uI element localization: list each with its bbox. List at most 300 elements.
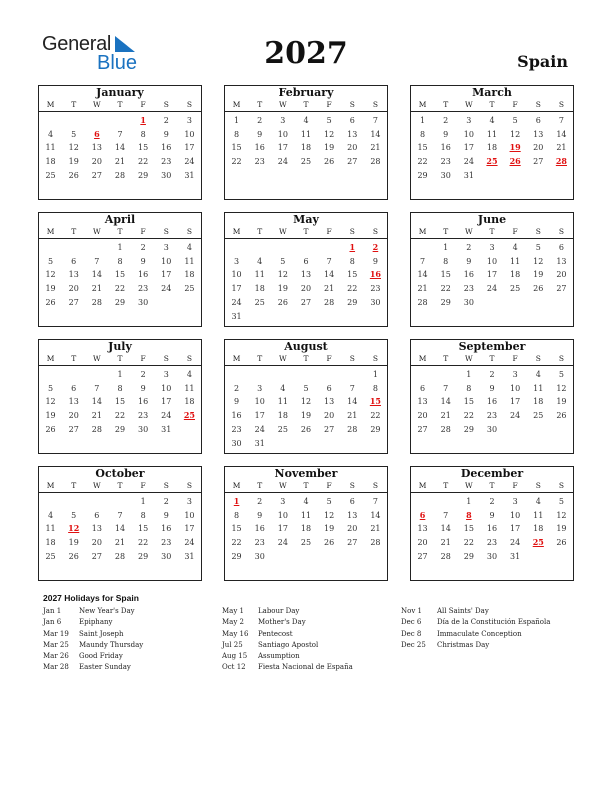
day-cell: 11: [45, 143, 56, 153]
weekday-label: W: [92, 481, 101, 490]
holiday-name: All Saints' Day: [437, 607, 489, 615]
day-cell: 2: [257, 497, 263, 506]
day-cell: 5: [558, 497, 564, 506]
empty-cell: [271, 368, 294, 382]
month-name: January: [96, 86, 144, 99]
day-cell: 21: [347, 411, 358, 421]
day-cell: 24: [510, 538, 521, 548]
day-cell: 4: [186, 243, 192, 252]
weekday-label: W: [278, 481, 287, 490]
day-grid: [411, 493, 573, 564]
day-cell: 16: [161, 524, 172, 534]
day-cell: 8: [372, 383, 378, 393]
day-cell: 28: [114, 170, 126, 180]
empty-cell: [248, 241, 271, 255]
weekday-label: T: [71, 100, 77, 109]
day-cell: 17: [161, 270, 172, 280]
day-cell: 31: [463, 170, 474, 180]
holiday-name: Easter Sunday: [79, 663, 131, 672]
weekday-label: F: [512, 100, 518, 109]
day-cell: 8: [140, 510, 146, 520]
day-grid: [225, 112, 387, 169]
day-cell: 9: [489, 510, 495, 520]
day-cell: 8: [443, 256, 449, 266]
day-cell: 8: [420, 129, 426, 139]
weekday-label: S: [558, 227, 564, 236]
day-cell: 3: [280, 497, 286, 506]
weekday-label: M: [418, 481, 427, 490]
weekday-label: T: [489, 100, 495, 109]
weekday-label: S: [535, 100, 541, 109]
day-cell: 20: [91, 538, 102, 548]
day-cell: 22: [463, 538, 474, 548]
weekday-label: S: [186, 227, 192, 236]
day-cell: 29: [138, 170, 149, 180]
day-cell: 3: [280, 116, 286, 125]
empty-cell: [248, 368, 271, 382]
day-cell: 21: [440, 411, 451, 421]
day-cell: 7: [443, 383, 449, 393]
day-cell: 22: [347, 284, 358, 294]
day-cell: 2: [489, 370, 495, 379]
weekday-label: W: [278, 354, 287, 363]
day-cell: 4: [257, 256, 263, 266]
day-cell: 18: [486, 143, 498, 153]
day-cell: 18: [184, 397, 195, 407]
day-cell: 24: [161, 411, 172, 421]
day-cell: 29: [440, 297, 451, 307]
empty-cell: [85, 114, 108, 128]
day-cell: 10: [510, 510, 521, 520]
day-cell: 5: [512, 116, 518, 125]
weekday-label: T: [443, 227, 449, 236]
day-cell: 29: [231, 551, 242, 561]
day-cell: 13: [417, 524, 428, 534]
day-cell: 4: [48, 129, 54, 139]
day-cell: 24: [277, 538, 288, 548]
day-cell: 10: [161, 256, 172, 266]
day-cell: 30: [486, 424, 498, 434]
day-cell: 8: [140, 129, 146, 139]
day-cell: 19: [324, 524, 335, 534]
holiday-column: [222, 606, 353, 674]
day-cell: 9: [443, 129, 449, 139]
day-cell: 11: [184, 256, 195, 266]
weekday-label: S: [163, 100, 169, 109]
weekday-label: S: [372, 481, 378, 490]
day-cell: 18: [45, 157, 56, 167]
weekday-label: F: [326, 481, 332, 490]
holiday-date: May 1: [222, 607, 244, 615]
holiday-day-cell: 26: [509, 156, 521, 167]
holiday-day-cell: 25: [486, 156, 498, 167]
day-cell: 23: [161, 157, 172, 167]
day-cell: 10: [463, 129, 474, 139]
day-cell: 15: [347, 270, 358, 280]
day-cell: 21: [91, 411, 102, 421]
day-cell: 14: [114, 143, 126, 153]
day-cell: 6: [349, 116, 355, 125]
day-grid: [411, 239, 573, 310]
day-cell: 7: [443, 510, 449, 520]
day-cell: 17: [510, 397, 521, 407]
holiday-day-cell: 8: [466, 509, 472, 520]
day-cell: 13: [347, 129, 358, 139]
day-cell: 8: [466, 383, 472, 393]
day-cell: 25: [300, 157, 312, 167]
day-cell: 1: [117, 370, 123, 379]
day-cell: 22: [138, 157, 149, 167]
holiday-row: [222, 651, 353, 662]
empty-cell: [85, 495, 108, 509]
day-cell: 28: [440, 424, 451, 434]
day-cell: 13: [324, 397, 335, 407]
day-cell: 20: [68, 411, 79, 421]
weekday-header: [39, 227, 201, 239]
day-cell: 28: [324, 297, 335, 307]
country-label: Spain: [517, 52, 568, 71]
day-cell: 20: [417, 411, 428, 421]
day-cell: 18: [300, 143, 312, 153]
weekday-label: T: [443, 481, 449, 490]
day-cell: 31: [184, 551, 195, 561]
day-cell: 23: [486, 411, 498, 421]
weekday-label: S: [535, 354, 541, 363]
day-cell: 10: [231, 270, 242, 280]
month-march: [410, 85, 574, 200]
day-cell: 26: [45, 424, 56, 434]
day-cell: 23: [370, 284, 381, 294]
day-cell: 24: [510, 411, 521, 421]
holiday-date: Jan 1: [43, 607, 62, 615]
day-cell: 3: [186, 116, 192, 125]
weekday-header: [411, 227, 573, 239]
holiday-column: [401, 606, 550, 651]
day-cell: 21: [440, 538, 451, 548]
day-cell: 14: [556, 129, 567, 139]
holiday-day-cell: 6: [94, 128, 100, 139]
holiday-name: Fiesta Nacional de España: [258, 663, 353, 672]
day-grid: [39, 493, 201, 564]
day-cell: 15: [114, 270, 126, 280]
day-cell: 20: [91, 157, 102, 167]
day-cell: 24: [184, 538, 195, 548]
day-cell: 6: [71, 256, 77, 266]
holiday-row: [222, 629, 353, 640]
day-cell: 14: [417, 270, 428, 280]
day-cell: 5: [558, 370, 564, 379]
day-cell: 1: [140, 497, 146, 506]
day-cell: 25: [510, 284, 521, 294]
day-cell: 28: [370, 157, 381, 167]
day-cell: 24: [277, 157, 288, 167]
day-cell: 2: [443, 116, 449, 125]
weekday-label: T: [117, 481, 123, 490]
day-cell: 27: [300, 297, 312, 307]
day-grid: [225, 366, 387, 450]
empty-cell: [411, 368, 434, 382]
day-cell: 24: [184, 157, 195, 167]
day-cell: 5: [280, 256, 286, 266]
holiday-date: Dec 6: [401, 618, 422, 627]
day-cell: 27: [556, 284, 567, 294]
weekday-label: F: [326, 100, 332, 109]
day-grid: [411, 366, 573, 437]
day-cell: 19: [45, 284, 56, 294]
day-cell: 16: [463, 270, 474, 280]
day-cell: 18: [254, 284, 265, 294]
day-cell: 10: [510, 383, 521, 393]
day-cell: 20: [347, 143, 358, 153]
day-cell: 23: [138, 284, 149, 294]
day-cell: 12: [277, 270, 288, 280]
day-cell: 17: [463, 143, 474, 153]
day-cell: 2: [140, 370, 146, 379]
day-cell: 3: [257, 383, 263, 393]
empty-cell: [225, 241, 248, 255]
month-name: July: [108, 340, 132, 353]
day-cell: 6: [349, 497, 355, 506]
weekday-label: F: [140, 481, 146, 490]
holiday-day-cell: 1: [349, 242, 356, 252]
month-name: June: [477, 213, 507, 226]
day-cell: 31: [510, 551, 521, 561]
holiday-date: Mar 26: [43, 652, 69, 661]
day-cell: 25: [533, 411, 544, 421]
day-cell: 1: [466, 370, 472, 379]
day-cell: 3: [512, 370, 518, 379]
weekday-label: W: [92, 227, 101, 236]
holiday-name: Día de la Constitución Española: [437, 618, 551, 627]
holiday-row: [43, 640, 143, 651]
day-cell: 2: [163, 497, 169, 506]
day-cell: 30: [463, 297, 474, 307]
day-cell: 6: [71, 383, 77, 393]
day-cell: 4: [512, 243, 518, 252]
day-cell: 5: [48, 256, 54, 266]
day-cell: 9: [163, 510, 169, 520]
weekday-label: T: [71, 227, 77, 236]
day-cell: 22: [138, 538, 149, 548]
day-cell: 19: [68, 538, 79, 548]
day-cell: 4: [489, 116, 495, 125]
holiday-row: [401, 640, 550, 651]
weekday-label: T: [257, 227, 263, 236]
day-cell: 19: [556, 397, 567, 407]
holiday-day-cell: 16: [369, 269, 381, 280]
holiday-date: Jul 25: [222, 640, 243, 649]
day-cell: 13: [556, 256, 567, 266]
day-cell: 24: [463, 157, 474, 167]
holiday-date: May 16: [222, 629, 249, 638]
holiday-day-cell: 12: [68, 523, 80, 534]
holiday-date: Jan 6: [43, 618, 62, 627]
day-cell: 24: [254, 424, 265, 434]
holiday-column: [43, 606, 143, 674]
day-cell: 21: [556, 143, 567, 153]
day-cell: 12: [510, 129, 521, 139]
day-cell: 6: [558, 243, 564, 252]
day-cell: 16: [231, 411, 242, 421]
empty-cell: [108, 114, 131, 128]
day-cell: 20: [417, 538, 428, 548]
day-cell: 12: [45, 397, 56, 407]
day-cell: 13: [300, 270, 312, 280]
month-name: November: [274, 467, 338, 480]
day-cell: 2: [257, 116, 263, 125]
weekday-label: M: [232, 481, 241, 490]
day-cell: 11: [254, 270, 265, 280]
day-cell: 10: [184, 129, 195, 139]
holiday-row: [43, 651, 143, 662]
day-cell: 22: [114, 411, 126, 421]
empty-cell: [271, 241, 294, 255]
day-cell: 25: [184, 284, 195, 294]
day-cell: 19: [68, 157, 79, 167]
day-cell: 16: [486, 397, 498, 407]
day-grid: [225, 239, 387, 323]
weekday-label: F: [140, 227, 146, 236]
holiday-day-cell: 15: [369, 396, 381, 407]
weekday-label: S: [349, 481, 355, 490]
logo-text-general: General: [42, 33, 112, 55]
weekday-label: W: [464, 481, 473, 490]
weekday-label: F: [512, 354, 518, 363]
holiday-name: Assumption: [258, 652, 300, 661]
holiday-day-cell: 25: [183, 410, 195, 421]
month-november: [224, 466, 388, 581]
day-cell: 15: [440, 270, 451, 280]
holiday-day-cell: 1: [233, 496, 240, 506]
month-name: August: [284, 340, 328, 353]
day-cell: 11: [45, 524, 56, 534]
day-cell: 4: [186, 370, 192, 379]
day-cell: 21: [370, 524, 381, 534]
weekday-header: [225, 227, 387, 239]
day-grid: [225, 493, 387, 564]
day-cell: 9: [489, 383, 495, 393]
day-cell: 13: [68, 270, 79, 280]
day-cell: 26: [324, 538, 335, 548]
day-cell: 17: [277, 524, 288, 534]
month-april: [38, 212, 202, 327]
day-cell: 10: [486, 256, 498, 266]
day-cell: 12: [556, 510, 567, 520]
day-cell: 7: [117, 510, 123, 520]
weekday-label: T: [117, 100, 123, 109]
day-cell: 7: [372, 116, 378, 125]
day-cell: 14: [370, 510, 381, 520]
day-cell: 18: [184, 270, 195, 280]
day-cell: 6: [303, 256, 309, 266]
month-january: [38, 85, 202, 200]
weekday-label: M: [46, 481, 55, 490]
holiday-row: [222, 640, 353, 651]
day-cell: 11: [300, 510, 312, 520]
day-cell: 7: [372, 497, 378, 506]
day-cell: 21: [114, 538, 126, 548]
empty-cell: [225, 368, 248, 382]
day-cell: 12: [324, 129, 335, 139]
day-cell: 15: [463, 524, 474, 534]
day-cell: 17: [161, 397, 172, 407]
day-cell: 30: [370, 297, 381, 307]
weekday-label: F: [326, 227, 332, 236]
holiday-name: Saint Joseph: [79, 629, 124, 638]
day-cell: 7: [117, 129, 123, 139]
day-cell: 1: [466, 497, 472, 506]
day-cell: 29: [114, 297, 126, 307]
weekday-label: T: [489, 481, 495, 490]
day-cell: 10: [277, 510, 288, 520]
weekday-label: F: [512, 227, 518, 236]
month-name: May: [293, 213, 319, 226]
day-cell: 30: [486, 551, 498, 561]
day-cell: 16: [161, 143, 172, 153]
day-cell: 13: [91, 143, 102, 153]
weekday-label: W: [92, 354, 101, 363]
month-december: [410, 466, 574, 581]
weekday-label: S: [372, 354, 378, 363]
day-cell: 27: [347, 538, 358, 548]
month-name: December: [460, 467, 524, 480]
weekday-label: W: [278, 227, 287, 236]
empty-cell: [108, 495, 131, 509]
empty-cell: [62, 241, 85, 255]
day-cell: 21: [324, 284, 335, 294]
weekday-label: T: [117, 227, 123, 236]
holidays-title: 2027 Holidays for Spain: [43, 593, 139, 603]
day-cell: 17: [184, 524, 195, 534]
month-may: [224, 212, 388, 327]
day-cell: 2: [466, 243, 472, 252]
holiday-date: Dec 8: [401, 629, 422, 638]
weekday-label: M: [232, 100, 241, 109]
day-cell: 31: [254, 438, 265, 448]
day-cell: 23: [254, 538, 265, 548]
day-cell: 23: [231, 424, 242, 434]
weekday-label: S: [349, 227, 355, 236]
weekday-label: S: [163, 354, 169, 363]
day-cell: 17: [277, 143, 288, 153]
day-cell: 13: [347, 510, 358, 520]
weekday-label: T: [443, 354, 449, 363]
weekday-label: S: [558, 100, 564, 109]
day-cell: 4: [535, 497, 541, 506]
day-cell: 22: [417, 157, 428, 167]
day-cell: 5: [303, 383, 309, 393]
month-name: March: [472, 86, 512, 99]
holiday-name: Maundy Thursday: [79, 640, 144, 649]
day-cell: 27: [68, 424, 79, 434]
day-cell: 12: [45, 270, 56, 280]
day-cell: 28: [370, 538, 381, 548]
holiday-date: Oct 12: [222, 663, 246, 672]
day-cell: 26: [68, 551, 79, 561]
holiday-date: Dec 25: [401, 640, 426, 649]
day-cell: 29: [417, 170, 428, 180]
day-cell: 7: [94, 256, 100, 266]
day-cell: 3: [234, 256, 240, 266]
holiday-name: Pentecost: [258, 629, 293, 638]
day-cell: 30: [231, 438, 242, 448]
day-cell: 9: [257, 510, 263, 520]
holiday-date: Nov 1: [401, 607, 422, 615]
day-cell: 7: [420, 256, 426, 266]
weekday-label: S: [186, 100, 192, 109]
day-cell: 30: [440, 170, 451, 180]
month-name: April: [104, 213, 136, 226]
